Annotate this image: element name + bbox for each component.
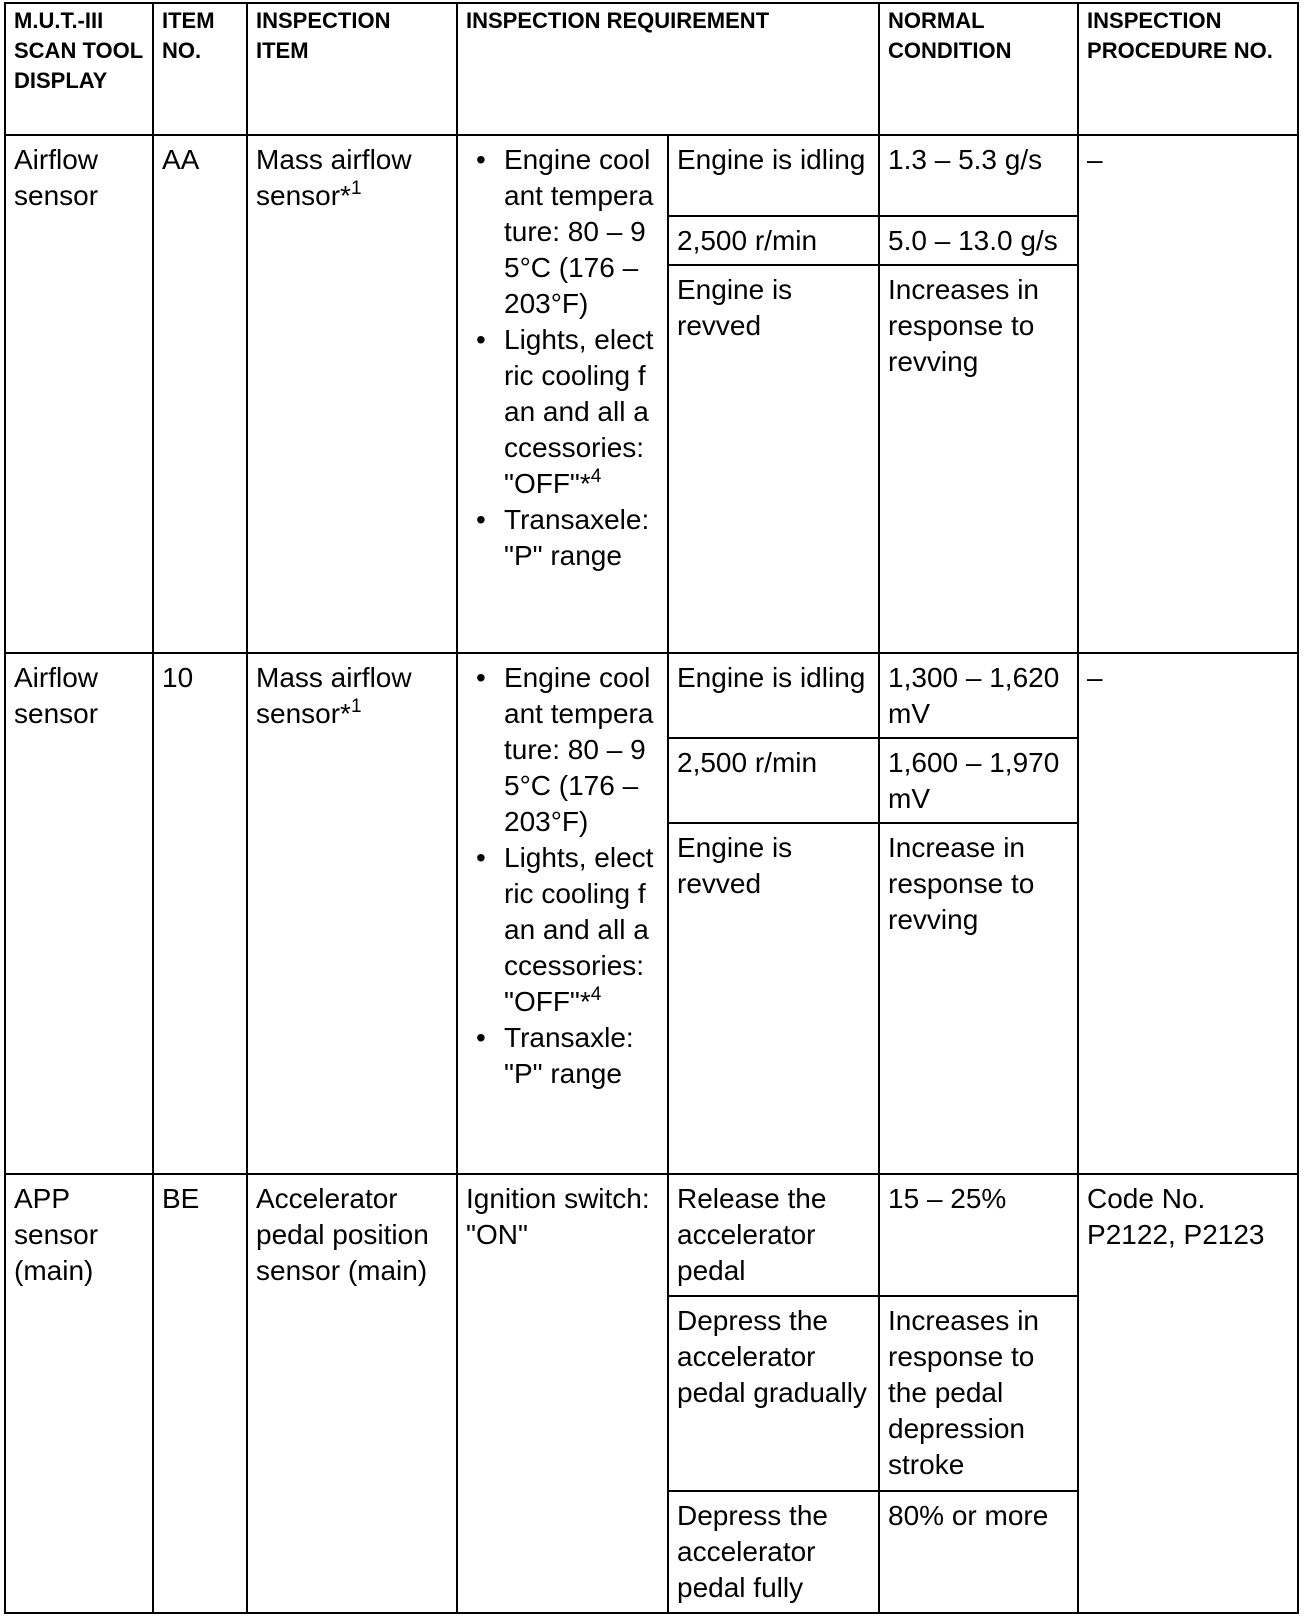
cell-display: Airflow sensor bbox=[5, 653, 153, 1175]
cell-condition: 2,500 r/min bbox=[668, 738, 879, 823]
header-row bbox=[5, 3, 1298, 135]
cell-item bbox=[247, 135, 457, 653]
cell-normal: Increases in response to revving bbox=[879, 265, 1078, 653]
header-item-no: ITEM NO. bbox=[153, 3, 247, 135]
item-text: Mass airflow sensor* bbox=[256, 661, 412, 729]
footnote-mark: 1 bbox=[350, 695, 362, 717]
list-item bbox=[466, 322, 659, 502]
inspection-table-page bbox=[4, 2, 1297, 1614]
bullet-text: Engine coolant temperature: 80 – 95°C (176 – 203°F) bbox=[504, 143, 654, 319]
cell-normal: 1,300 – 1,620 mV bbox=[879, 653, 1078, 738]
footnote-mark: 4 bbox=[590, 465, 602, 487]
header-display: M.U.T.-III SCAN TOOL DISPLAY bbox=[5, 3, 153, 135]
cell-item-no: 10 bbox=[153, 653, 247, 1175]
table-row bbox=[5, 1174, 1298, 1296]
cell-condition: Depress the accelerator pedal gradually bbox=[668, 1296, 879, 1491]
cell-requirement: Ignition switch: "ON" bbox=[457, 1174, 668, 1613]
list-item bbox=[466, 1020, 659, 1092]
footnote-mark: 1 bbox=[350, 177, 362, 199]
cell-item bbox=[247, 653, 457, 1175]
cell-normal: 80% or more bbox=[879, 1491, 1078, 1613]
header-item: INSPECTION ITEM bbox=[247, 3, 457, 135]
bullet-text: Lights, electric cooling fan and all accessories: "OFF"* bbox=[504, 841, 654, 1017]
cell-requirement-bullets bbox=[457, 653, 668, 1175]
cell-normal: Increases in response to the pedal depression stroke bbox=[879, 1296, 1078, 1491]
list-item bbox=[466, 502, 659, 574]
table-row bbox=[5, 653, 1298, 738]
cell-procedure: – bbox=[1078, 653, 1298, 1175]
cell-procedure: Code No. P2122, P2123 bbox=[1078, 1174, 1298, 1613]
table-row bbox=[5, 135, 1298, 216]
item-text: Mass airflow sensor* bbox=[256, 143, 412, 211]
inspection-table bbox=[4, 2, 1299, 1614]
requirement-list bbox=[466, 660, 659, 1092]
cell-condition: Release the accelerator pedal bbox=[668, 1174, 879, 1296]
bullet-text: Engine coolant temperature: 80 – 95°C (176 – 203°F) bbox=[504, 661, 654, 837]
header-requirement: INSPECTION REQUIREMENT bbox=[457, 3, 879, 135]
bullet-text: Transaxele: "P" range bbox=[504, 503, 650, 571]
list-item bbox=[466, 142, 659, 322]
requirement-list bbox=[466, 142, 659, 574]
cell-normal: 1,600 – 1,970 mV bbox=[879, 738, 1078, 823]
cell-condition: 2,500 r/min bbox=[668, 216, 879, 265]
header-procedure: INSPECTION PROCEDURE NO. bbox=[1078, 3, 1298, 135]
cell-condition: Engine is revved bbox=[668, 823, 879, 1174]
bullet-text: Lights, electric cooling fan and all accessories: "OFF"* bbox=[504, 323, 654, 499]
cell-normal: 5.0 – 13.0 g/s bbox=[879, 216, 1078, 265]
cell-display: Airflow sensor bbox=[5, 135, 153, 653]
cell-procedure: – bbox=[1078, 135, 1298, 653]
cell-normal: 1.3 – 5.3 g/s bbox=[879, 135, 1078, 216]
cell-display: APP sensor (main) bbox=[5, 1174, 153, 1613]
cell-condition: Engine is idling bbox=[668, 653, 879, 738]
cell-condition: Engine is revved bbox=[668, 265, 879, 653]
cell-item-no: AA bbox=[153, 135, 247, 653]
cell-condition: Engine is idling bbox=[668, 135, 879, 216]
cell-requirement-bullets bbox=[457, 135, 668, 653]
header-normal: NORMAL CONDITION bbox=[879, 3, 1078, 135]
list-item bbox=[466, 660, 659, 840]
footnote-mark: 4 bbox=[590, 983, 602, 1005]
cell-item: Accelerator pedal position sensor (main) bbox=[247, 1174, 457, 1613]
list-item bbox=[466, 840, 659, 1020]
cell-item-no: BE bbox=[153, 1174, 247, 1613]
cell-condition: Depress the accelerator pedal fully bbox=[668, 1491, 879, 1613]
cell-normal: Increase in response to revving bbox=[879, 823, 1078, 1174]
cell-normal: 15 – 25% bbox=[879, 1174, 1078, 1296]
bullet-text: Transaxle: "P" range bbox=[504, 1021, 634, 1089]
